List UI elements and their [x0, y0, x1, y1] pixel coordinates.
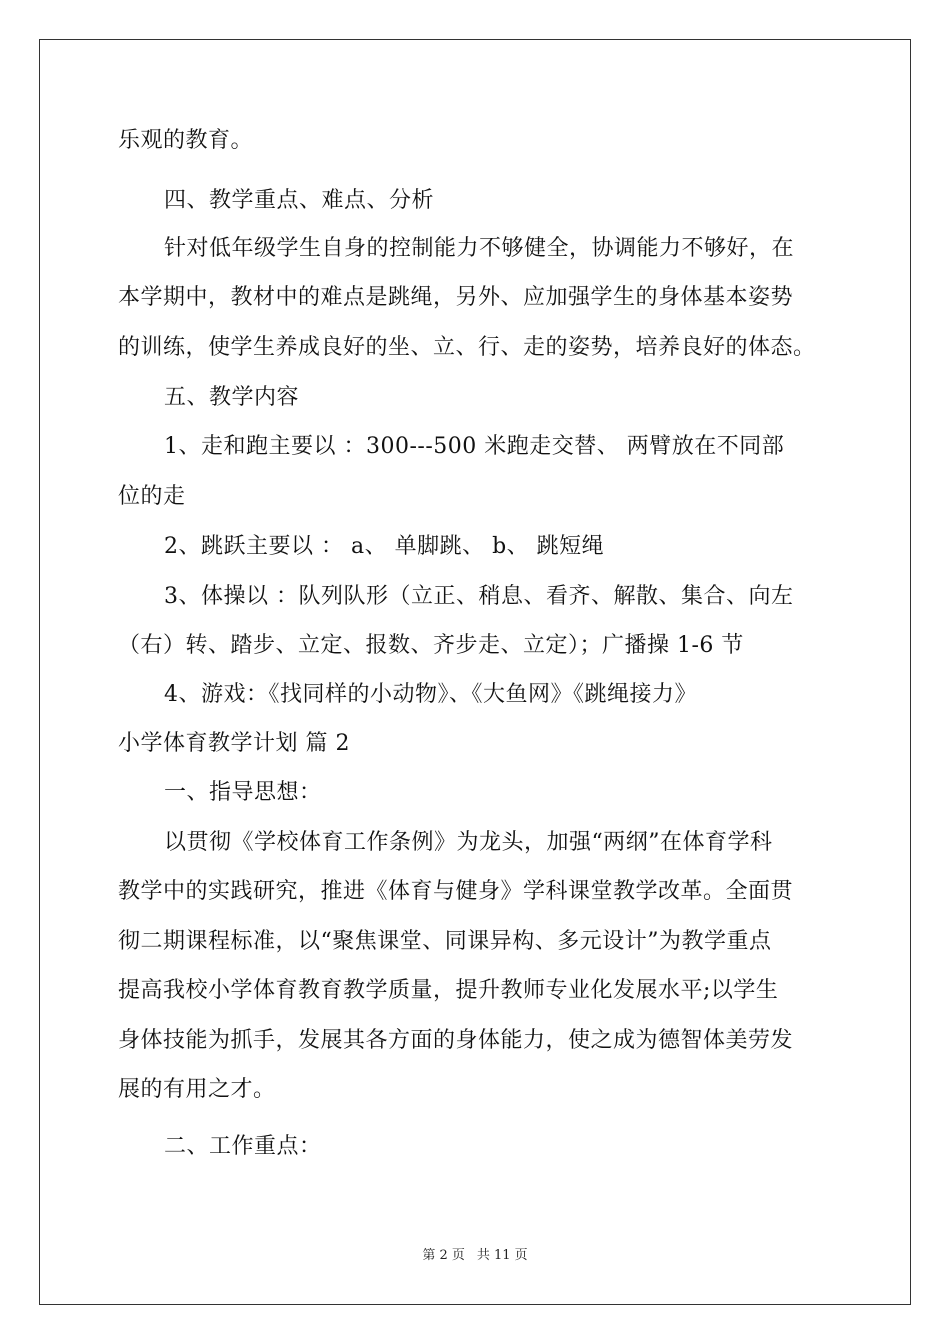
text-line: 以贯彻《学校体育工作条例》为龙头，加强“两纲”在体育学科 [164, 830, 773, 855]
text-line: 位的走 [118, 484, 186, 509]
text-line: 展的有用之才。 [118, 1077, 276, 1102]
section-heading: 一、指导思想： [164, 780, 322, 805]
page-border [39, 39, 911, 1305]
document-title: 小学体育教学计划 篇 2 [118, 731, 350, 756]
section-heading: 二、工作重点： [164, 1134, 322, 1159]
section-heading: 五、教学内容 [164, 385, 300, 410]
text-line: 4、游戏：《找同样的小动物》、《大鱼网》《跳绳接力》 [164, 682, 697, 707]
text-line: 教学中的实践研究，推进《体育与健身》学科课堂教学改革。全面贯 [118, 879, 794, 904]
text-line: 乐观的教育。 [118, 128, 254, 153]
text-line: 2、跳跃主要以 ： a、 单脚跳、 b、 跳短绳 [164, 534, 605, 559]
text-line: 的训练，使学生养成良好的坐、立、行、走的姿势，培养良好的体态。 [118, 335, 816, 360]
text-line: 3、体操以 ：队列队形（立正、稍息、看齐、解散、集合、向左 [164, 584, 794, 609]
text-line: 针对低年级学生自身的控制能力不够健全，协调能力不够好，在 [164, 236, 795, 261]
text-line: 提高我校小学体育教育教学质量，提升教师专业化发展水平;以学生 [118, 978, 779, 1003]
page-footer [0, 1247, 950, 1265]
text-line: 彻二期课程标准，以“聚焦课堂、同课异构、多元设计”为教学重点 [118, 929, 772, 954]
text-line: （右）转、踏步、立定、报数、齐步走、立定）；广播操 1-6 节 [118, 633, 744, 658]
text-line: 1、走和跑主要以 ：300---500 米跑走交替、 两臂放在不同部 [164, 434, 785, 459]
text-line: 身体技能为抓手，发展其各方面的身体能力，使之成为德智体美劳发 [118, 1028, 794, 1053]
section-heading: 四、教学重点、难点、分析 [164, 188, 435, 213]
page-total: 共 11 页 [476, 1248, 528, 1263]
page-number: 第 2 页 [422, 1248, 465, 1263]
text-line: 本学期中，教材中的难点是跳绳，另外、应加强学生的身体基本姿势 [118, 285, 794, 310]
